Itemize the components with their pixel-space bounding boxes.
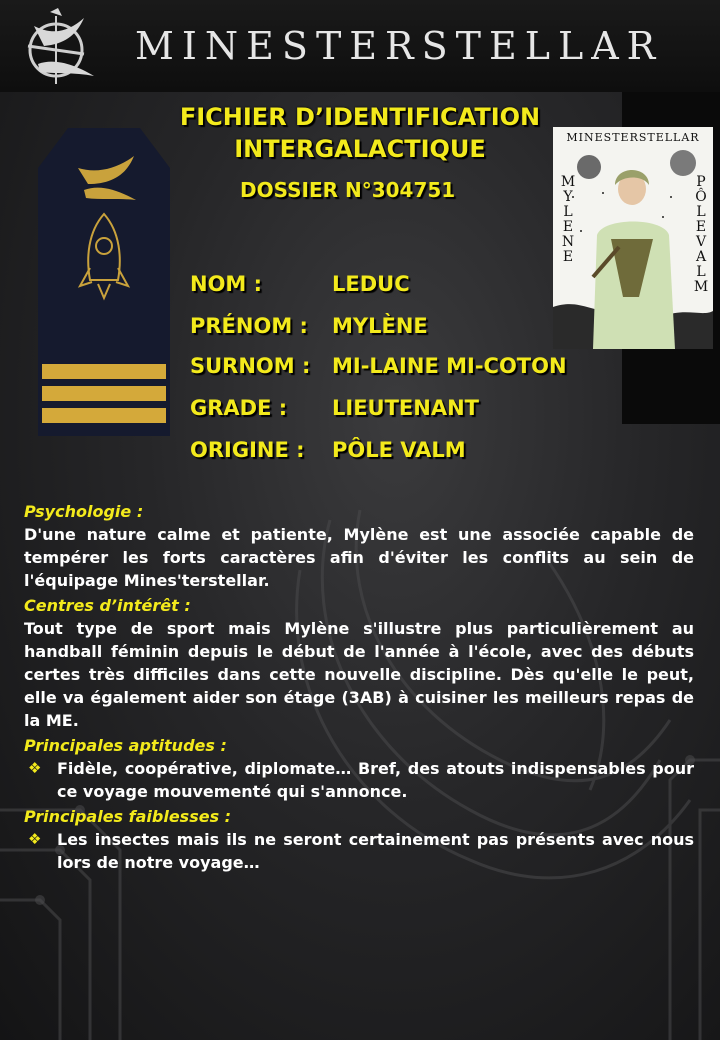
identity-label: SURNOM : xyxy=(190,354,311,378)
character-portrait-illustration xyxy=(553,127,713,349)
epaulette-rank-insignia xyxy=(38,128,170,436)
list-item xyxy=(24,828,694,874)
identity-label: NOM : xyxy=(190,272,263,296)
identity-label: PRÉNOM : xyxy=(190,314,308,338)
identity-value: PÔLE VALM xyxy=(332,438,466,462)
top-banner xyxy=(0,0,720,92)
identity-value: LEDUC xyxy=(332,272,410,296)
phoenix-compass-icon xyxy=(14,6,104,88)
identity-value: MI-LAINE MI-COTON xyxy=(332,354,567,378)
identity-row-grade xyxy=(186,396,606,426)
brand-title: MINESTERSTELLAR xyxy=(135,24,664,68)
identity-row-origine xyxy=(186,438,606,468)
identity-value: MYLÈNE xyxy=(332,314,428,338)
identity-row-surnom xyxy=(186,354,606,384)
identity-row-prenom xyxy=(186,314,606,344)
section-text-psychologie: D'une nature calme et patiente, Mylène est une associée capable de tempérer les forts caractères afin d'éviter les conflits au sein de l'équipage Mines'terstellar. xyxy=(24,525,694,590)
identity-value: LIEUTENANT xyxy=(332,396,479,420)
section-heading-centres: Centres d’intérêt : xyxy=(24,596,191,615)
faiblesses-text: Les insectes mais ils ne seront certainement pas présents avec nous lors de notre voyage… xyxy=(57,830,694,872)
section-heading-aptitudes: Principales aptitudes : xyxy=(24,736,227,755)
portrait-side-text-right: PÔLE VALM xyxy=(693,174,709,295)
portrait-brand: MINESTERSTELLAR xyxy=(566,131,700,144)
identity-row-nom xyxy=(186,272,606,302)
section-text-centres: Tout type de sport mais Mylène s'illustre plus particulièrement au handball féminin depuis le début de l'année à l'école, avec des débuts certes très difficiles dans cette nouvelle discipline. Dès qu'elle le peut, elle va également aider son étage (3AB) à cuisiner les meilleurs repas de la ME. xyxy=(24,619,694,730)
identity-label: ORIGINE : xyxy=(190,438,305,462)
profile-details xyxy=(24,500,694,874)
diamond-bullet-icon: ❖ xyxy=(28,759,42,777)
character-portrait-card xyxy=(553,127,713,349)
document-title-line-1: FICHIER D’IDENTIFICATION xyxy=(179,103,541,131)
identity-label: GRADE : xyxy=(190,396,288,420)
section-heading-psychologie: Psychologie : xyxy=(24,502,144,521)
diamond-bullet-icon: ❖ xyxy=(28,830,42,848)
portrait-side-text-left: MYLENE xyxy=(560,174,576,265)
dossier-number: DOSSIER N°304751 xyxy=(240,178,456,202)
aptitudes-text: Fidèle, coopérative, diplomate… Bref, des atouts indispensables pour ce voyage mouvementé qui s'annonce. xyxy=(57,759,694,801)
section-heading-faiblesses: Principales faiblesses : xyxy=(24,807,232,826)
list-item xyxy=(24,757,694,803)
document-title-line-2: INTERGALACTIQUE xyxy=(234,135,486,163)
